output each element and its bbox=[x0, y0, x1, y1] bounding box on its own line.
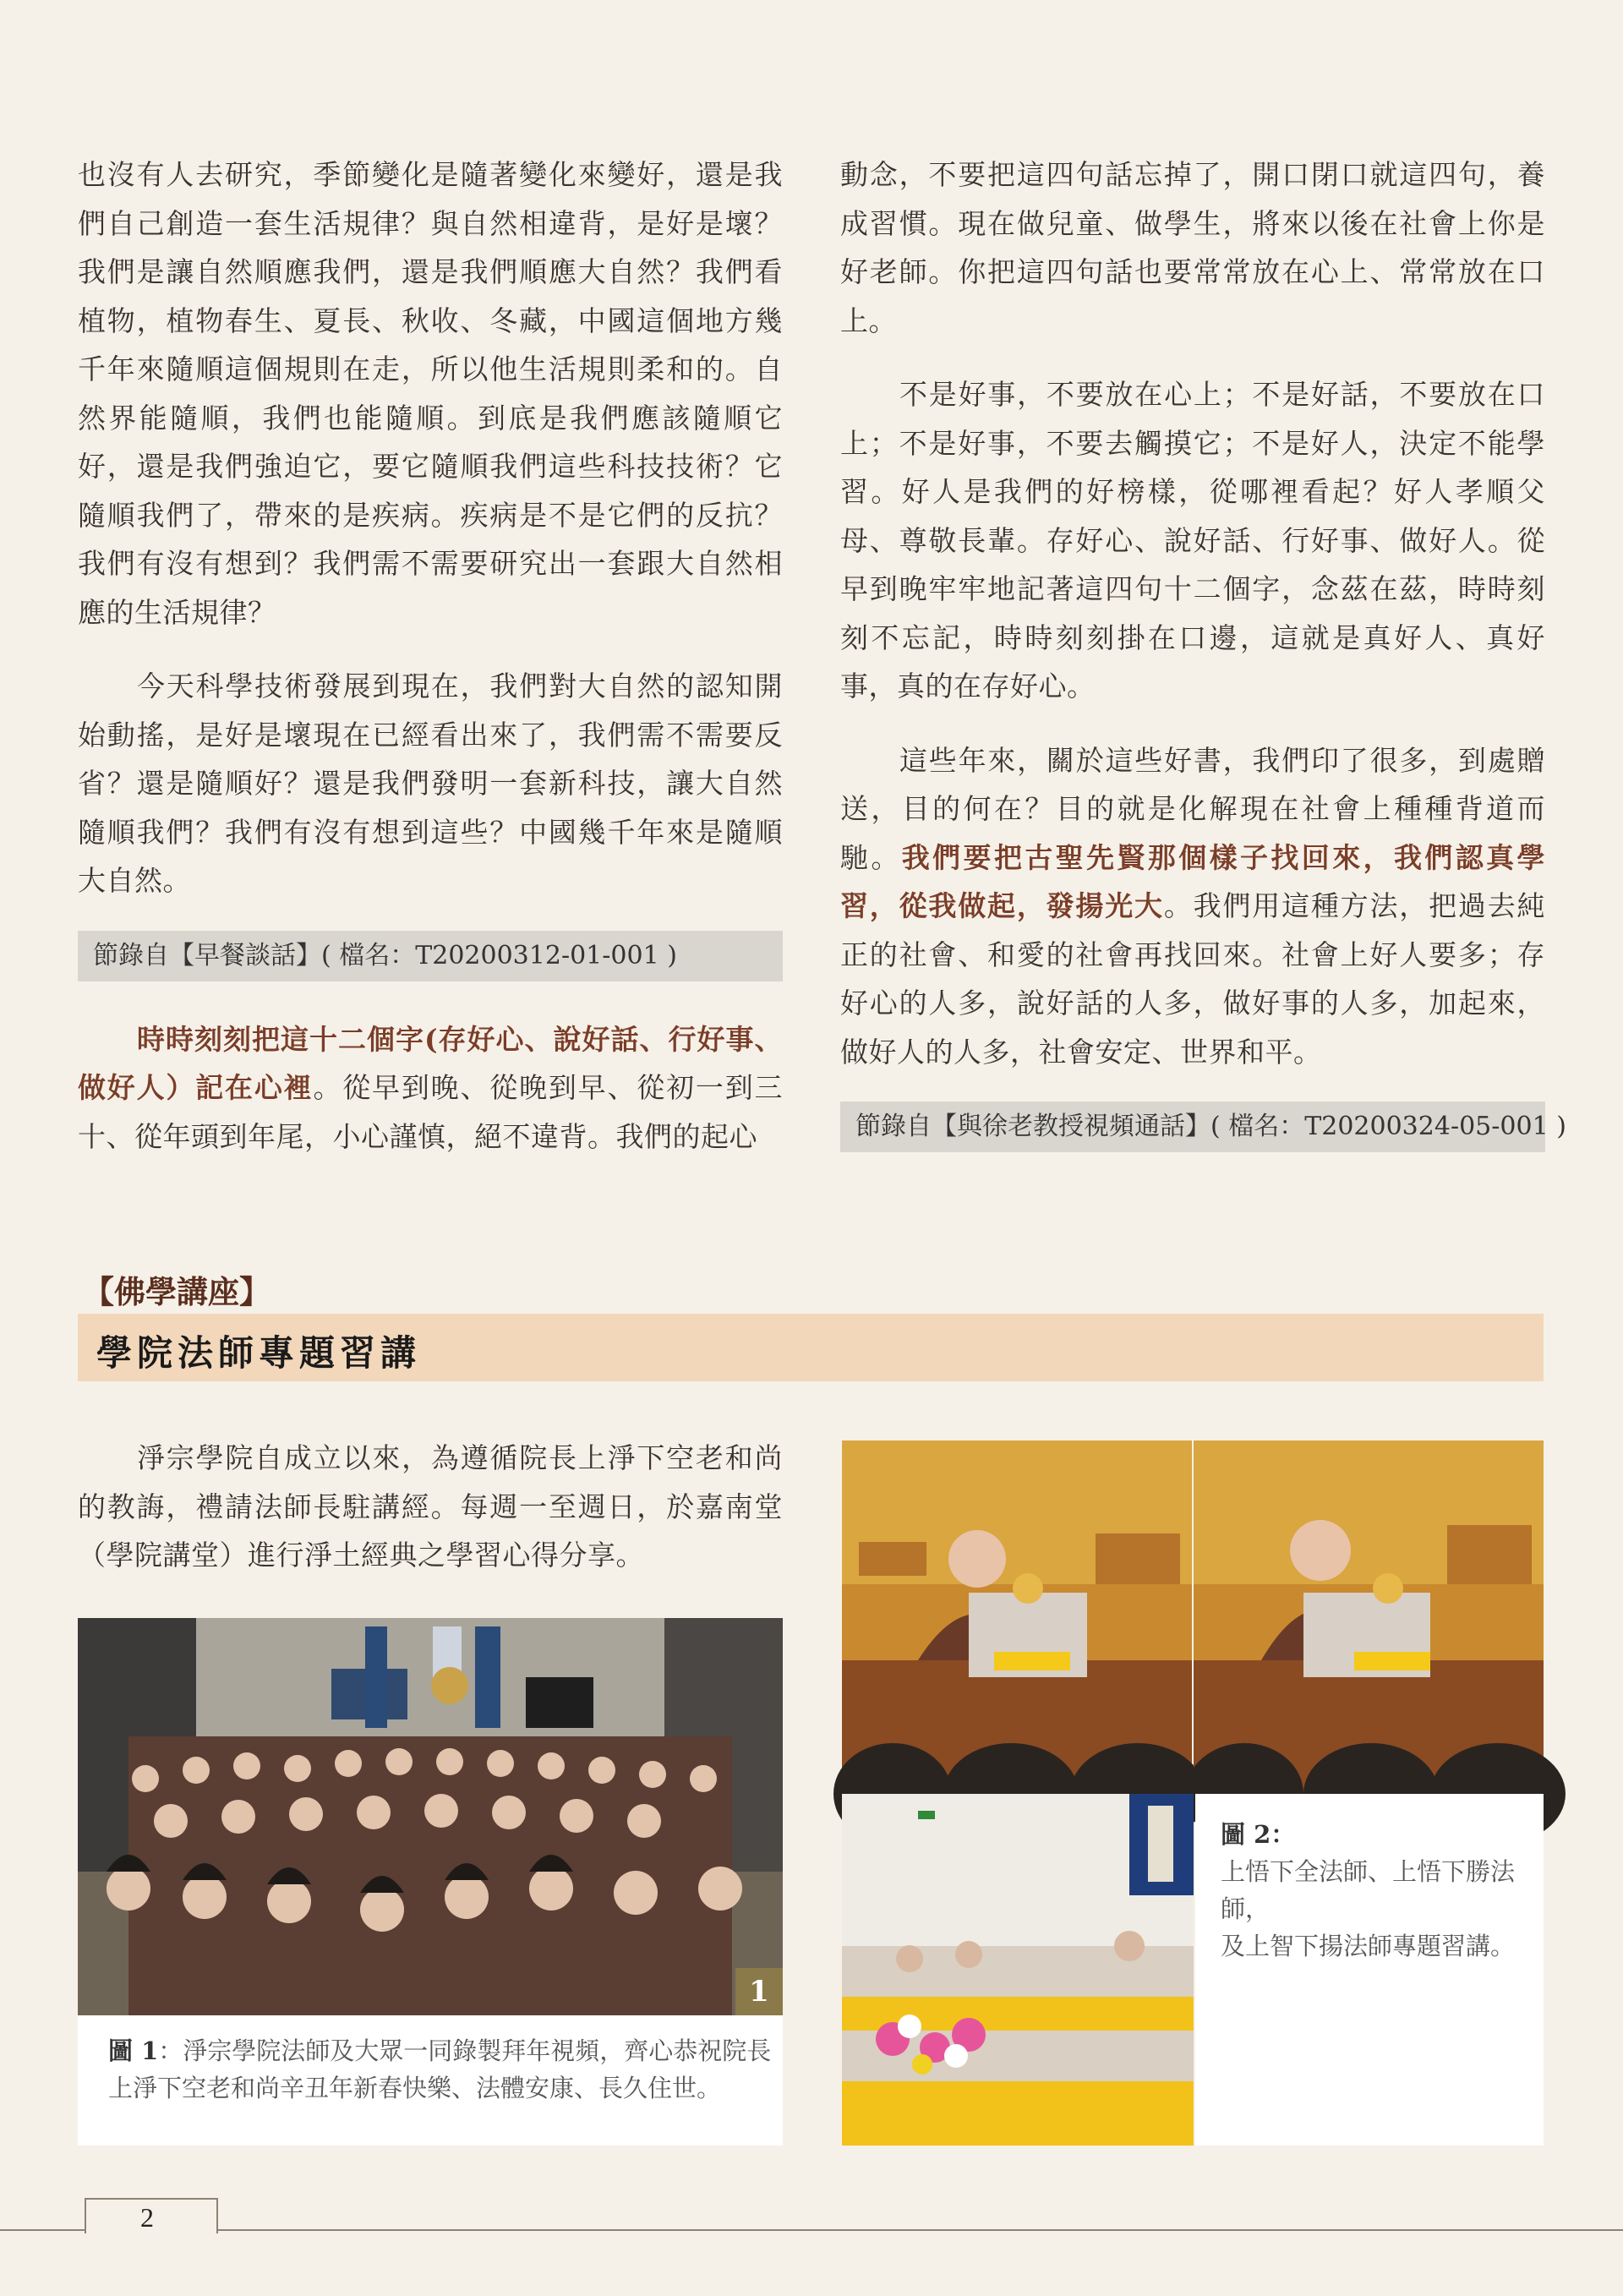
photo-lecturer-1 bbox=[842, 1440, 1192, 1794]
paragraph: 今天科學技術發展到現在，我們對大自然的認知開始動搖，是好是壞現在已經看出來了，我們需不需要反省？還是隨順好？還是我們發明一套新科技，讓大自然隨順我們？我們有沒有想到這些？中國幾千年來是隨順大自然。 bbox=[78, 670, 783, 897]
section-title-bar bbox=[78, 1314, 1544, 1381]
source-citation: 節錄自【早餐談話】( 檔名：T20200312-01-001 ) bbox=[78, 931, 783, 981]
paragraph-text: 這些年來，關於這些好書，我們印了很多，到處贈送，目的何在？目的就是化解現在社會上種種背道而馳。 bbox=[840, 743, 1545, 874]
left-column bbox=[78, 150, 783, 1186]
figure-number-badge: 1 bbox=[735, 1968, 783, 2015]
highlighted-text: 時時刻刻把這十二個字(存好心、說好話、行好事、做好人）記在心裡 bbox=[78, 1022, 783, 1104]
footer-rule bbox=[0, 2229, 1623, 2231]
source-citation: 節錄自【與徐老教授視頻通話】( 檔名：T20200324-05-001 ) bbox=[840, 1102, 1545, 1152]
page-number: 2 bbox=[140, 2202, 154, 2233]
paragraph bbox=[840, 736, 1545, 1077]
caption-text: 上悟下全法師、上悟下勝法師， bbox=[1221, 1857, 1516, 1923]
figure-2-caption bbox=[1195, 1794, 1544, 2146]
caption-colon: ： bbox=[1271, 1820, 1296, 1849]
photo-assembly-hall bbox=[78, 1618, 783, 2015]
caption-text: 及上智下揚法師專題習講。 bbox=[1221, 1932, 1516, 1960]
photo-discussion-room bbox=[842, 1794, 1194, 2146]
paragraph: 不是好事，不要放在心上；不是好話，不要放在口上；不是好事，不要去觸摸它；不是好人，決定不能學習。好人是我們的好榜樣，從哪裡看起？好人孝順父母、尊敬長輩。存好心、說好話、行好事、做好人。從早到晚牢牢地記著這四句十二個字，念茲在茲，時時刻刻不忘記，時時刻刻掛在口邊，這就是真好人、真好事，真的在存好心。 bbox=[840, 378, 1545, 702]
paragraph-text: 。從早到晚、從晚到早、從初一到三十、從年頭到年尾，小心謹慎，絕不違背。我們的起心 bbox=[78, 1071, 784, 1153]
section-intro bbox=[78, 1434, 783, 1605]
lecturer-photo-illustration bbox=[1194, 1440, 1544, 1794]
highlighted-text: 我們要把古聖先賢那個樣子找回來，我們認真學習，從我做起，發揚光大 bbox=[840, 840, 1546, 922]
figure-1-caption bbox=[78, 2015, 783, 2146]
section-title: 學院法師專題習講 bbox=[96, 1332, 422, 1374]
room-photo-illustration bbox=[842, 1794, 1194, 2146]
caption-text: ：淨宗學院法師及大眾一同錄製拜年視頻，齊心恭祝院長上淨下空老和尚辛丑年新春快樂、法體安康、長久住世。 bbox=[108, 2036, 772, 2102]
caption-label: 圖 1 bbox=[108, 2036, 159, 2065]
paragraph-text: 。我們用這種方法，把過去純正的社會、和愛的社會再找回來。社會上好人要多；存好心的人多，說好話的人多，做好事的人多，加起來，做好人的人多，社會安定、世界和平。 bbox=[840, 889, 1546, 1069]
caption-label: 圖 2 bbox=[1221, 1820, 1271, 1849]
paragraph: 動念，不要把這四句話忘掉了，開口閉口就這四句，養成習慣。現在做兒童、做學生，將來以後在社會上你是好老師。你把這四句話也要常常放在心上、常常放在口上。 bbox=[840, 158, 1545, 337]
lecturer-photo-illustration bbox=[842, 1440, 1192, 1794]
right-column bbox=[840, 150, 1566, 1186]
assembly-photo-illustration bbox=[78, 1618, 783, 2015]
paragraph bbox=[78, 1015, 783, 1162]
paragraph: 也沒有人去研究，季節變化是隨著變化來變好，還是我們自己創造一套生活規律？與自然相違背，是好是壞？我們是讓自然順應我們，還是我們順應大自然？我們看植物，植物春生、夏長、秋收、冬藏，中國這個地方幾千年來隨順這個規則在走，所以他生活規則柔和的。自然界能隨順，我們也能隨順。到底是我們應該隨順它好，還是我們強迫它，要它隨順我們這些科技技術？它隨順我們了，帶來的是疾病。疾病是不是它們的反抗？我們有沒有想到？我們需不需要研究出一套跟大自然相應的生活規律？ bbox=[78, 158, 783, 629]
section-tag: 【佛學講座】 bbox=[83, 1273, 270, 1310]
photo-lecturer-2 bbox=[1194, 1440, 1544, 1794]
paragraph: 淨宗學院自成立以來，為遵循院長上淨下空老和尚的教誨，禮請法師長駐講經。每週一至週日，於嘉南堂（學院講堂）進行淨土經典之學習心得分享。 bbox=[78, 1441, 783, 1572]
